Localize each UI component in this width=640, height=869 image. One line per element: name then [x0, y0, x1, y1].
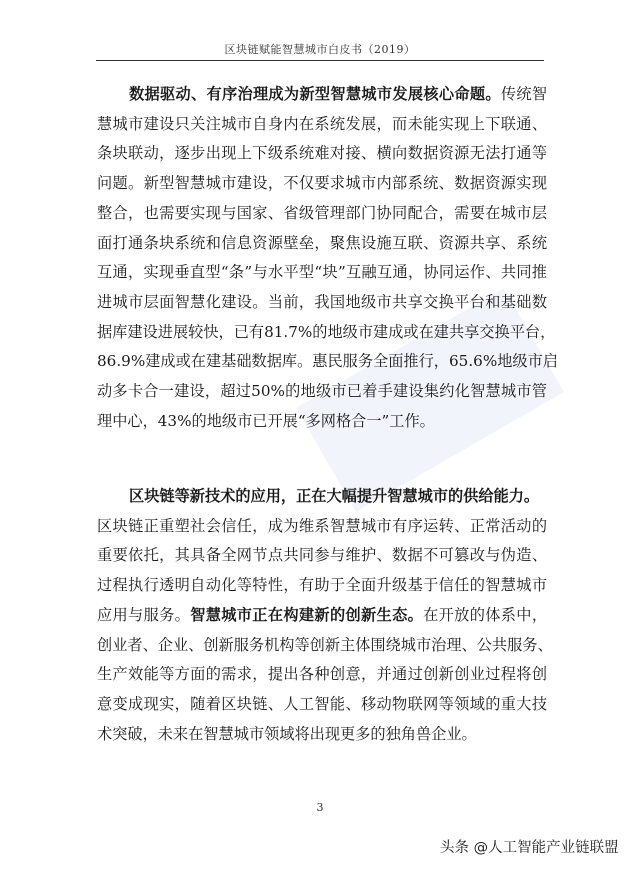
paragraph-data-driven — [97, 80, 558, 436]
paragraph-line: 慧城市建设只关注城市自身内在系统发展，而未能实现上下联通、 — [97, 114, 547, 133]
paragraph-line: 数据驱动、有序治理成为新型智慧城市发展核心命题。传统智 — [129, 85, 548, 103]
paragraph-line: 86.9%建成或在建基础数据库。惠民服务全面推行，65.6%地级市启 — [97, 352, 558, 371]
paragraph-line: 区块链正重塑社会信任，成为维系智慧城市有序运转、正常活动的 — [97, 516, 547, 535]
header-divider — [96, 60, 544, 61]
paragraph-line: 整合，也需要实现与国家、省级管理部门协同配合，需要在城市层 — [97, 203, 547, 222]
paragraph-line: 重要依托，其具备全网节点共同参与维护、数据不可篡改与伪造、 — [97, 546, 547, 565]
paragraph-lead: 区块链等新技术的应用，正在大幅提升智慧城市的供给能力。 — [129, 487, 540, 505]
paragraph-line: 理中心，43%的地级市已开展“多网格合一”工作。 — [97, 411, 435, 430]
paragraph-line: 互通，实现垂直型“条”与水平型“块”互融互通，协同运作、共同推 — [97, 263, 547, 282]
page-number: 3 — [316, 801, 324, 814]
running-header: 区块链赋能智慧城市白皮书（2019） — [224, 43, 416, 56]
paragraph-line: 术突破，未来在智慧城市领域将出现更多的独角兽企业。 — [97, 724, 477, 743]
paragraph-line: 进城市层面智慧化建设。当前，我国地级市共享交换平台和基础数 — [97, 292, 547, 311]
paragraph-line: 条块联动，逐步出现上下级系统难对接、横向数据资源无法打通等 — [97, 144, 547, 163]
paragraph-line: 问题。新型智慧城市建设，不仅要求城市内部系统、数据资源实现 — [97, 174, 547, 193]
paragraph-line: 创业者、企业、创新服务机构等创新主体围绕城市治理、公共服务、 — [97, 635, 553, 654]
paragraph-line: 动多卡合一建设，超过50%的地级市已着手建设集约化智慧城市管 — [97, 382, 547, 401]
paragraph-line: 应用与服务。智慧城市正在构建新的创新生态。在开放的体系中， — [97, 605, 548, 624]
paragraph-lead: 智慧城市正在构建新的创新生态。 — [190, 605, 424, 624]
paragraph-blockchain — [97, 482, 553, 749]
paragraph-lead: 数据驱动、有序治理成为新型智慧城市发展核心命题。 — [129, 85, 501, 103]
paragraph-line: 生产效能等方面的需求，提出各种创意，并通过创新创业过程将创 — [97, 665, 547, 684]
paragraph-line: 面打通条块系统和信息资源壁垒，聚焦设施互联、资源共享、系统 — [97, 233, 547, 252]
paragraph-line: 据库建设进展较快，已有81.7%的地级市建成或在建共享交换平台， — [97, 322, 556, 341]
paragraph-line: 意变成现实，随着区块链、人工智能、移动物联网等领域的重大技 — [97, 694, 547, 713]
source-watermark: 头条 @人工智能产业链联盟 — [440, 840, 619, 856]
paragraph-line: 过程执行透明自动化等特性，有助于全面升级基于信任的智慧城市 — [97, 576, 547, 595]
